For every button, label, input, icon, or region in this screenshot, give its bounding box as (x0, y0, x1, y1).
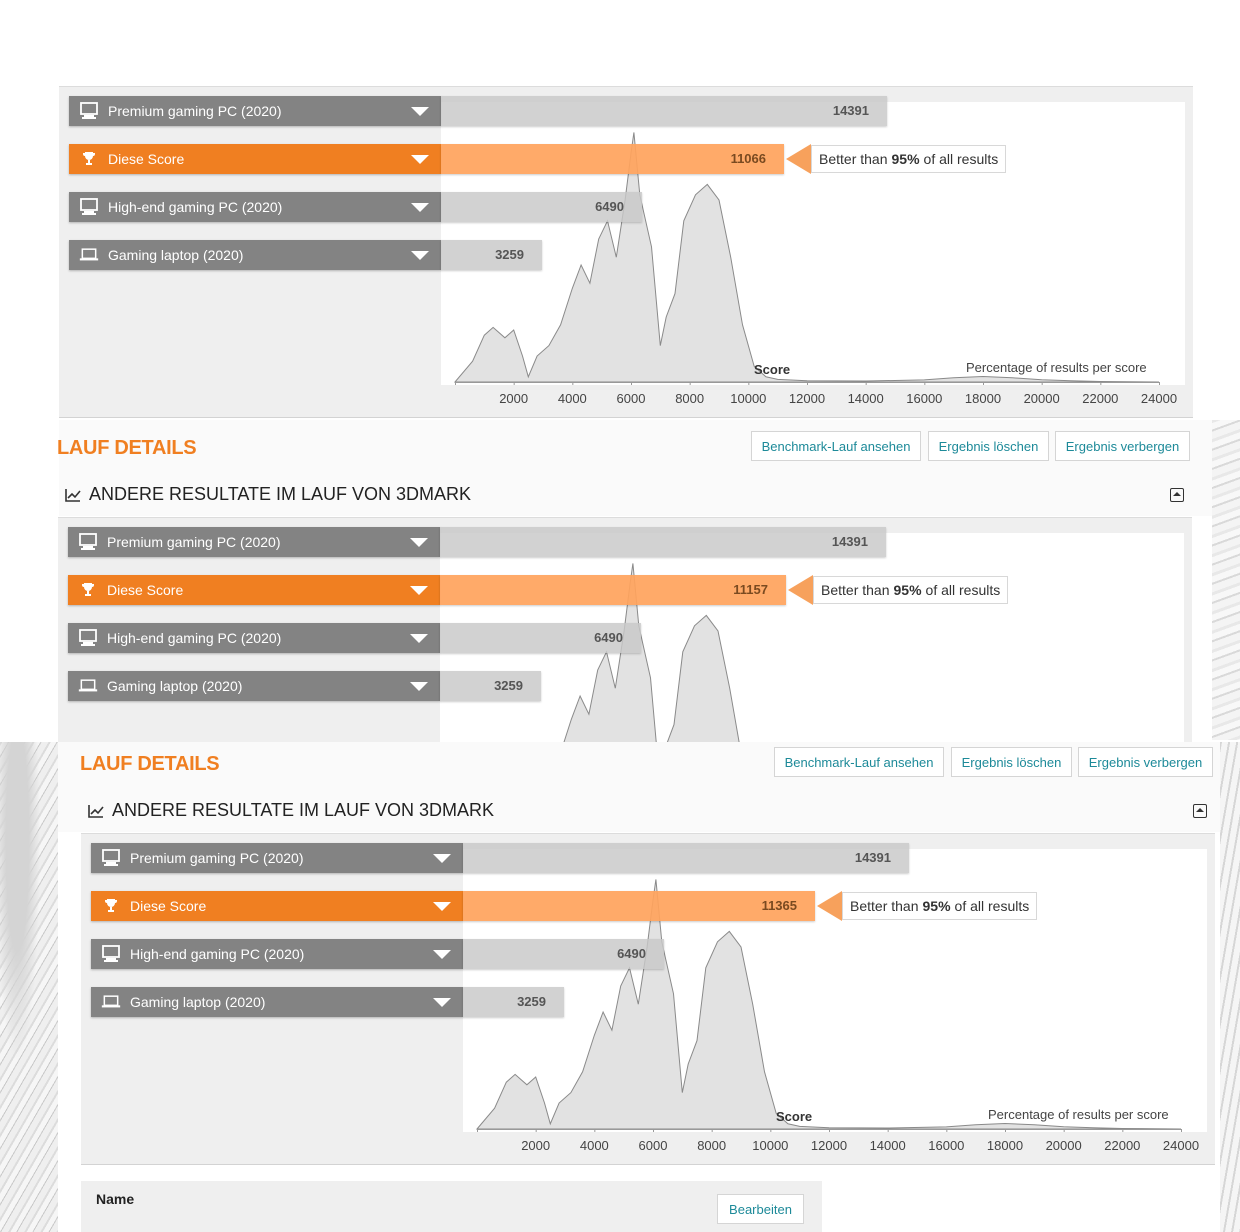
other-results-heading-3 (88, 800, 494, 821)
comparison-dropdown[interactable] (69, 192, 441, 222)
comparison-bar (441, 192, 642, 222)
x-tick-label: 18000 (986, 1138, 1024, 1153)
delete-result-button-2[interactable]: Ergebnis löschen (928, 431, 1049, 461)
desktop-icon (78, 629, 98, 647)
comparison-bar (441, 240, 542, 270)
comparison-bar (463, 843, 909, 873)
comparison-dropdown[interactable] (68, 623, 440, 653)
bar-value: 11365 (761, 898, 797, 913)
edit-name-button[interactable]: Bearbeiten (717, 1194, 804, 1224)
result-row (68, 623, 641, 653)
bar-value: 6490 (617, 946, 646, 961)
y-axis-label-3: Percentage of results per score (988, 1107, 1169, 1122)
x-tick-label: 24000 (1162, 1138, 1200, 1153)
row-label-text: Gaming laptop (2020) (107, 678, 243, 694)
trophy-icon (79, 150, 99, 168)
x-tick-label: 20000 (1045, 1138, 1082, 1153)
result-row (91, 891, 815, 921)
x-tick-label: 2000 (499, 391, 529, 406)
chevron-down-icon (433, 998, 451, 1007)
better-than-percentage: 95% (893, 582, 922, 598)
chevron-down-icon (433, 902, 451, 911)
bar-value: 6490 (594, 630, 623, 645)
bar-value: 11066 (730, 151, 766, 166)
laptop-icon (78, 677, 98, 695)
row-label-text: Gaming laptop (2020) (130, 994, 266, 1010)
better-than-suffix: of all results (925, 582, 1001, 598)
row-label-text: Diese Score (108, 151, 185, 167)
bar-value: 3259 (494, 678, 523, 693)
chevron-down-icon (410, 634, 428, 643)
laptop-icon (79, 246, 99, 264)
your-score-bar (463, 891, 815, 921)
other-results-heading-2 (65, 484, 471, 505)
x-tick-label: 4000 (557, 391, 587, 406)
bar-value: 3259 (517, 994, 546, 1009)
better-than-box (813, 576, 1008, 604)
delete-result-button-3[interactable]: Ergebnis löschen (951, 747, 1072, 777)
better-than-percentage: 95% (891, 151, 920, 167)
x-tick-label: 22000 (1082, 391, 1119, 406)
x-tick-label: 12000 (810, 1138, 848, 1153)
x-tick-label: 4000 (579, 1138, 609, 1153)
comparison-dropdown[interactable] (68, 527, 440, 557)
chevron-down-icon (411, 203, 429, 212)
collapse-icon-2[interactable] (1170, 488, 1184, 502)
background-sketch-edge (1220, 742, 1240, 1232)
bar-value: 14391 (831, 534, 868, 549)
comparison-bar (463, 987, 564, 1017)
better-than-prefix: Better than (850, 898, 919, 914)
score-axis-label-1: Score (754, 362, 791, 377)
result-row (91, 843, 909, 873)
chevron-down-icon (411, 107, 429, 116)
result-row (68, 527, 886, 557)
chart-line-icon (88, 804, 104, 818)
your-score-dropdown[interactable] (69, 144, 441, 174)
x-tick-label: 8000 (675, 391, 705, 406)
x-tick-label: 14000 (869, 1138, 906, 1153)
comparison-bar (440, 623, 641, 653)
better-than-suffix: of all results (954, 898, 1030, 914)
your-score-bar (440, 575, 786, 605)
score-axis-label-3: Score (776, 1109, 813, 1124)
desktop-icon (101, 945, 121, 963)
other-results-title-2: ANDERE RESULTATE IM LAUF VON 3DMARK (89, 484, 472, 504)
row-label-text: Premium gaming PC (2020) (108, 103, 282, 119)
view-benchmark-run-button-2[interactable]: Benchmark-Lauf ansehen (751, 431, 921, 461)
x-tick-label: 14000 (847, 391, 884, 406)
row-label-text: Diese Score (130, 898, 207, 914)
x-tick-label: 18000 (964, 391, 1002, 406)
desktop-icon (78, 533, 98, 551)
bar-value: 6490 (595, 199, 624, 214)
chevron-down-icon (410, 538, 428, 547)
hide-result-button-3[interactable]: Ergebnis verbergen (1078, 747, 1213, 777)
x-tick-label: 16000 (906, 391, 943, 406)
chevron-down-icon (411, 251, 429, 260)
view-benchmark-run-button-3[interactable]: Benchmark-Lauf ansehen (774, 747, 944, 777)
comparison-bar (441, 96, 887, 126)
callout-arrow (786, 144, 811, 174)
page-title-lauf-details-2: LAUF DETAILS (57, 437, 197, 459)
row-label-text: Diese Score (107, 582, 184, 598)
page-title-lauf-details-3: LAUF DETAILS (80, 753, 220, 775)
collapse-icon-3[interactable] (1193, 804, 1207, 818)
your-score-dropdown[interactable] (91, 891, 463, 921)
better-than-callout (786, 144, 1006, 174)
result-row (69, 192, 642, 222)
callout-arrow (788, 575, 813, 605)
x-tick-label: 22000 (1104, 1138, 1141, 1153)
comparison-dropdown[interactable] (91, 939, 463, 969)
better-than-percentage: 95% (922, 898, 951, 914)
x-tick-label: 10000 (730, 391, 767, 406)
x-tick-label: 6000 (616, 391, 646, 406)
comparison-bar (440, 671, 541, 701)
x-tick-label: 6000 (638, 1138, 668, 1153)
comparison-bar (463, 939, 664, 969)
your-score-dropdown[interactable] (68, 575, 440, 605)
callout-arrow (817, 891, 842, 921)
row-label-text: High-end gaming PC (2020) (107, 630, 282, 646)
desktop-icon (101, 849, 121, 867)
result-row (91, 939, 664, 969)
comparison-dropdown[interactable] (68, 671, 440, 701)
result-row (68, 671, 541, 701)
x-tick-label: 8000 (697, 1138, 727, 1153)
better-than-prefix: Better than (821, 582, 890, 598)
better-than-suffix: of all results (923, 151, 999, 167)
result-row (69, 240, 542, 270)
comparison-dropdown[interactable] (69, 96, 441, 126)
bar-value: 14391 (854, 850, 891, 865)
row-label-text: Premium gaming PC (2020) (107, 534, 281, 550)
your-score-bar (441, 144, 784, 174)
chevron-down-icon (433, 854, 451, 863)
better-than-prefix: Better than (819, 151, 888, 167)
result-row (69, 144, 784, 174)
result-row (69, 96, 887, 126)
desktop-icon (79, 102, 99, 120)
background-sketch-right (1212, 420, 1240, 740)
chevron-down-icon (411, 155, 429, 164)
name-panel (81, 1181, 822, 1232)
y-axis-label-1: Percentage of results per score (966, 360, 1147, 375)
row-label-text: Gaming laptop (2020) (108, 247, 244, 263)
x-tick-label: 20000 (1023, 391, 1060, 406)
bar-value: 11157 (733, 582, 768, 597)
better-than-box (811, 145, 1006, 173)
x-tick-label: 2000 (521, 1138, 551, 1153)
better-than-box (842, 892, 1037, 920)
row-label-text: High-end gaming PC (2020) (108, 199, 283, 215)
bar-value: 3259 (495, 247, 524, 262)
result-row (91, 987, 564, 1017)
chevron-down-icon (410, 682, 428, 691)
x-tick-label: 24000 (1140, 391, 1178, 406)
hide-result-button-2[interactable]: Ergebnis verbergen (1055, 431, 1190, 461)
comparison-dropdown[interactable] (69, 240, 441, 270)
bar-value: 14391 (832, 103, 869, 118)
row-label-text: High-end gaming PC (2020) (130, 946, 305, 962)
x-tick-label: 12000 (788, 391, 826, 406)
chart-line-icon (65, 488, 81, 502)
x-tick-label: 10000 (752, 1138, 789, 1153)
x-tick-label: 16000 (928, 1138, 965, 1153)
trophy-icon (78, 581, 98, 599)
row-label-text: Premium gaming PC (2020) (130, 850, 304, 866)
comparison-bar (440, 527, 886, 557)
chevron-down-icon (433, 950, 451, 959)
chevron-down-icon (410, 586, 428, 595)
other-results-title-3: ANDERE RESULTATE IM LAUF VON 3DMARK (112, 800, 495, 820)
laptop-icon (101, 993, 121, 1011)
comparison-dropdown[interactable] (91, 987, 463, 1017)
trophy-icon (101, 897, 121, 915)
comparison-dropdown[interactable] (91, 843, 463, 873)
better-than-callout (817, 891, 1037, 921)
desktop-icon (79, 198, 99, 216)
name-label: Name (96, 1191, 135, 1207)
background-sketch-left (0, 742, 58, 1232)
result-row (68, 575, 786, 605)
better-than-callout (788, 575, 1008, 605)
